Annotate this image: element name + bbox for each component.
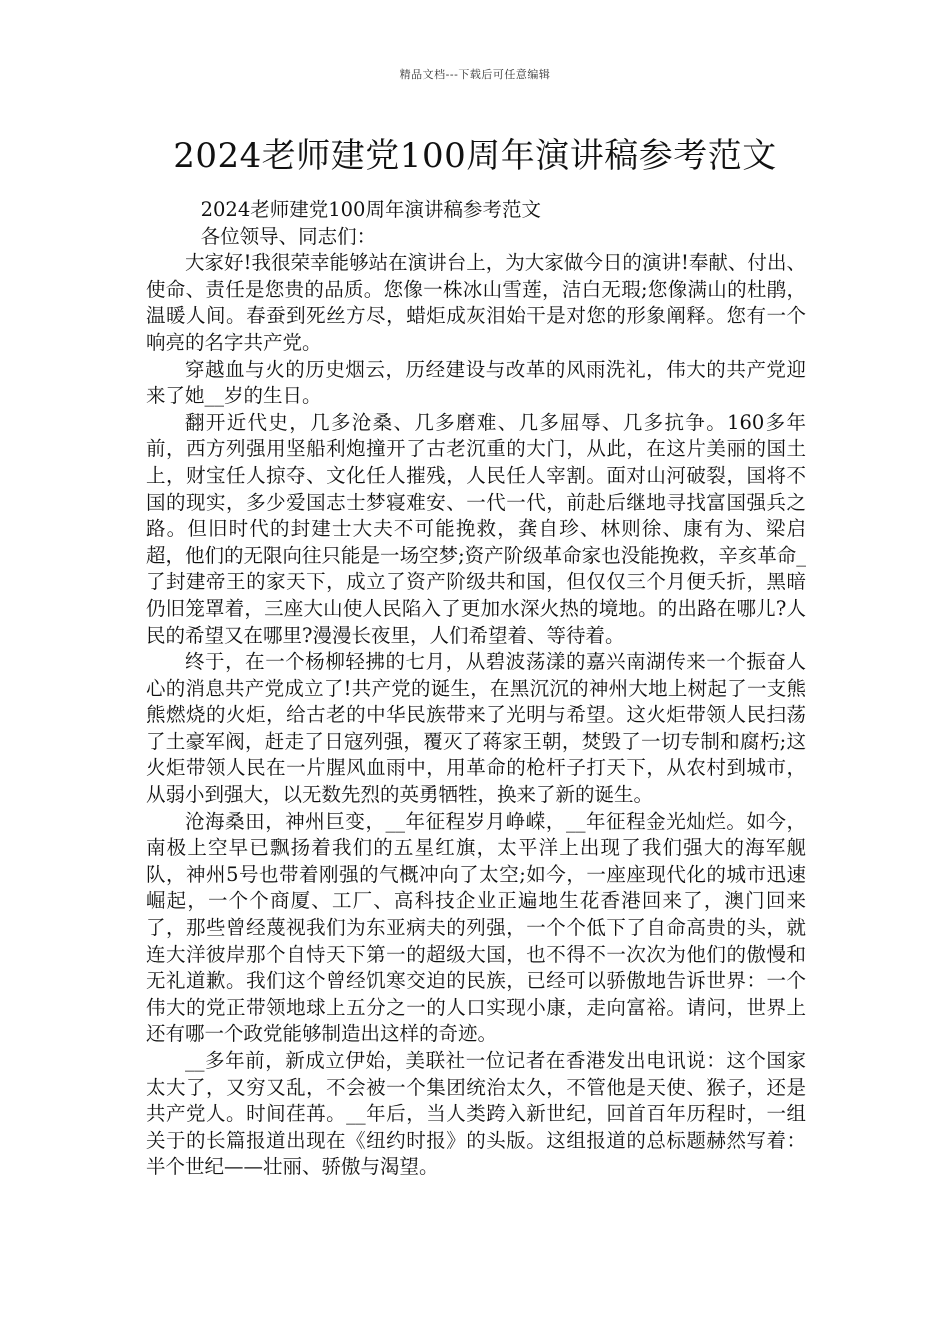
salutation: 各位领导、同志们： (200, 224, 377, 248)
document-title: 2024老师建党100周年演讲稿参考范文 (173, 136, 777, 176)
page-header: 精品文档---下载后可任意编辑 (399, 68, 551, 81)
document-subtitle: 2024老师建党100周年演讲稿参考范文 (200, 198, 541, 221)
paragraph: 沧海桑田，神州巨变，__年征程岁月峥嵘，__年征程金光灿烂。如今，南极上空早已飘扬着我们的五星红旗，太平洋上出现了我们强大的海军舰队，神州5号也带着刚强的气概冲向了太空;如今，一座座现代化的城市迅速崛起，一个个商厦、工厂、高科技企业正遍地生花香港回来了，澳门回来了，那些曾经蔑视我们为东亚病夫的列强，一个个低下了自命高贵的头，就连大洋彼岸那个自恃天下第一的超级大国，也不得不一次次为他们的傲慢和无礼道歉。我们这个曾经饥寒交迫的民族，已经可以骄傲地告诉世界：一个伟大的党正带领地球上五分之一的人口实现小康，走向富裕。请问，世界上还有哪一个政党能够制造出这样的奇迹。 (146, 809, 806, 1046)
paragraph: 大家好!我很荣幸能够站在演讲台上，为大家做今日的演讲!奉献、付出、使命、责任是您贵的品质。您像一株冰山雪莲，洁白无瑕;您像满山的杜鹃，温暖人间。春蚕到死丝方尽，蜡炬成灰泪始干是对您的形象阐释。您有一个响亮的名字共产党。 (146, 251, 806, 354)
paragraph: 终于，在一个杨柳轻拂的七月，从碧波荡漾的嘉兴南湖传来一个振奋人心的消息共产党成立了!共产党的诞生，在黑沉沉的神州大地上树起了一支熊熊燃烧的火炬，给古老的中华民族带来了光明与希望。这火炬带领人民扫荡了土豪军阀，赶走了日寇列强，覆灭了蒋家王朝，焚毁了一切专制和腐朽;这火炬带领人民在一片腥风血雨中，用革命的枪杆子打天下，从农村到城市，从弱小到强大，以无数先烈的英勇牺牲，换来了新的诞生。 (146, 650, 806, 807)
paragraph: 穿越血与火的历史烟云，历经建设与改革的风雨洗礼，伟大的共产党迎来了她__岁的生日。 (146, 357, 806, 408)
paragraph: 翻开近代史，几多沧桑、几多磨难、几多屈辱、几多抗争。160多年前，西方列强用坚船利炮撞开了古老沉重的大门，从此，在这片美丽的国土上，财宝任人掠夺、文化任人摧残，人民任人宰割。面对山河破裂，国将不国的现实，多少爱国志士梦寝难安、一代一代，前赴后继地寻找富国强兵之路。但旧时代的封建士大夫不可能挽救，龚自珍、林则徐、康有为、梁启超，他们的无限向往只能是一场空梦;资产阶级革命家也没能挽救，辛亥革命_了封建帝王的家天下，成立了资产阶级共和国，但仅仅三个月便夭折，黑暗仍旧笼罩着，三座大山使人民陷入了更加水深火热的境地。的出路在哪儿?人民的希望又在哪里?漫漫长夜里，人们希望着、等待着。 (146, 410, 806, 647)
paragraph: __多年前，新成立伊始，美联社一位记者在香港发出电讯说：这个国家太大了，又穷又乱，不会被一个集团统治太久，不管他是天使、猴子，还是共产党人。时间荏苒。__年后，当人类跨入新世纪，回首百年历程时，一组关于的长篇报道出现在《纽约时报》的头版。这组报道的总标题赫然写着：半个世纪——壮丽、骄傲与渴望。 (146, 1049, 806, 1179)
document-body (146, 197, 806, 1181)
